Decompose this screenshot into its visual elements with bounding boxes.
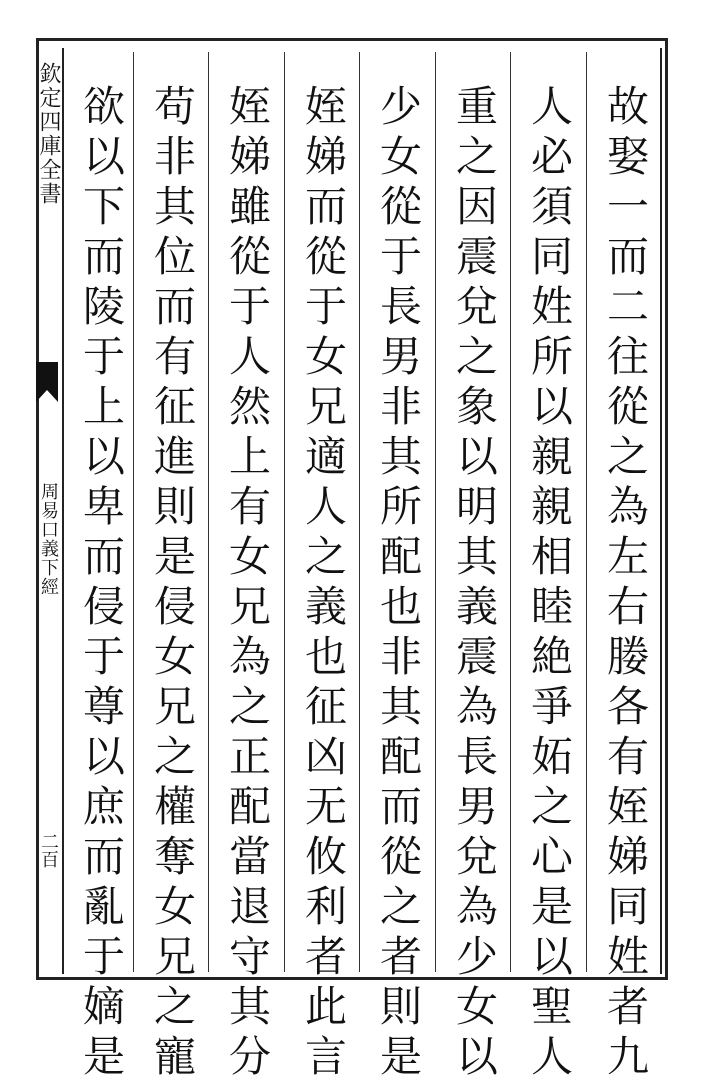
page-number: 二百 <box>38 832 59 868</box>
margin-column <box>34 62 62 972</box>
book-title: 欽定四庫全書 <box>36 62 61 206</box>
fishtail-mark-icon <box>36 362 58 402</box>
column-rule <box>435 52 436 972</box>
text-column-1: 故娶一而二往從之為左右媵各有姪娣同姓者九 <box>601 84 650 1084</box>
text-column-2: 人必須同姓所以親親相睦絶爭妬之心是以聖人 <box>525 84 574 1084</box>
text-column-7: 苟非其位而有征進則是侵女兄之權奪女兄之寵 <box>148 84 197 1084</box>
column-rule <box>586 52 587 972</box>
column-rule <box>359 52 360 972</box>
text-column-8: 欲以下而陵于上以卑而侵于尊以庶而亂于嫡是 <box>77 84 126 1084</box>
column-rule <box>510 52 511 972</box>
section-title: 周易口義下經 <box>38 482 59 596</box>
column-rule <box>284 52 285 972</box>
text-column-5: 姪娣而從于女兄適人之義也征凶无攸利者此言 <box>299 84 348 1084</box>
text-column-6: 姪娣雖從于人然上有女兄為之正配當退守其分 <box>223 84 272 1084</box>
text-column-3: 重之因震兌之象以明其義震為長男兌為少女以 <box>450 84 499 1084</box>
text-column-4: 少女從于長男非其所配也非其配而從之者則是 <box>374 84 423 1084</box>
column-rule <box>208 52 209 972</box>
